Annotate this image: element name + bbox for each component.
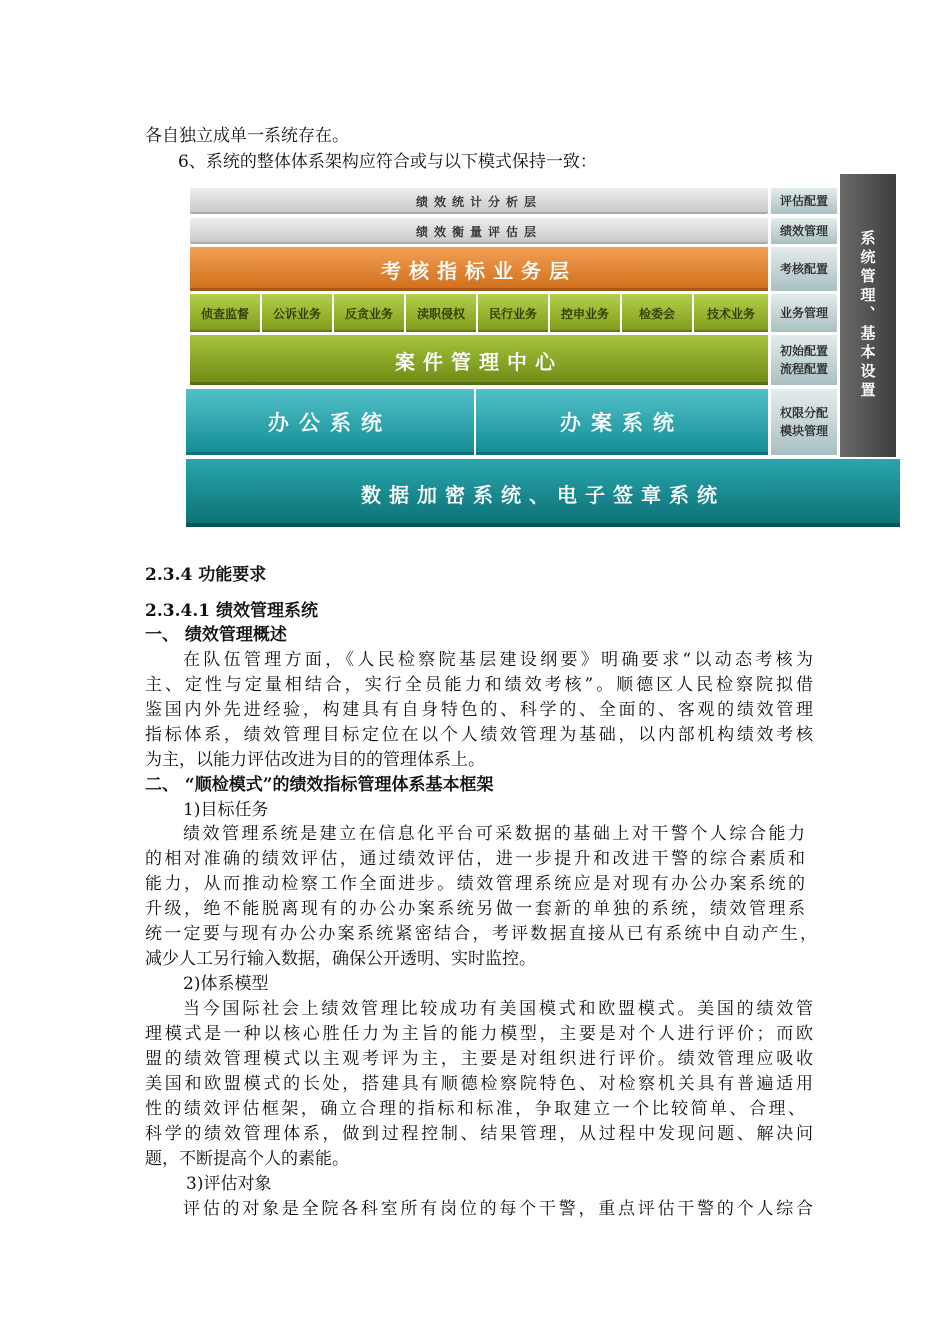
cfg-biz: 业务管理 — [771, 294, 837, 332]
cfg-kpi: 考核配置 — [771, 247, 837, 291]
paragraph-line: 在队伍管理方面，《人民检察院基层建设纲要》明确要求“以动态考核为 — [183, 650, 813, 670]
heading-2-3-4: 2.3.4 功能要求 — [145, 565, 267, 585]
biz-item: 技术业务 — [694, 294, 768, 332]
paragraph-line: 科学的绩效管理体系，做到过程控制、结果管理，从过程中发现问题、解决问 — [145, 1124, 813, 1144]
paragraph-line: 升级，绝不能脱离现有的办公办案系统另做一套新的单独的系统，绩效管理系 — [145, 899, 805, 919]
paragraph-line: 主、定性与定量相结合，实行全员能力和绩效考核”。顺德区人民检察院拟借 — [145, 675, 813, 695]
paragraph-line: 统一定要与现有办公办案系统紧密结合，考评数据直接从已有系统中自动产生， — [145, 924, 817, 944]
text-line: 6、系统的整体体系架构应符合或与以下模式保持一致： — [178, 152, 597, 172]
architecture-diagram — [186, 172, 900, 528]
cfg-perm-module — [771, 389, 837, 455]
system-management-column: 系统管理、基本设置 — [840, 174, 896, 457]
biz-item: 侦查监督 — [190, 294, 260, 332]
paragraph-line: 鉴国内外先进经验，构建具有自身特色的、科学的、全面的、客观的绩效管理 — [145, 700, 813, 720]
paragraph-line: 当今国际社会上绩效管理比较成功有美国模式和欧盟模式。美国的绩效管 — [183, 999, 813, 1019]
measure-layer: 绩效衡量评估层 — [190, 218, 768, 244]
cfg-init: 初始配置 — [779, 344, 828, 358]
paragraph-line: 指标体系，绩效管理目标定位在以个人绩效管理为基础，以内部机构绩效考核 — [145, 725, 813, 745]
case-system: 办案系统 — [476, 389, 768, 455]
case-center: 案件管理中心 — [190, 335, 768, 385]
text-line: 各自独立成单一系统存在。 — [145, 126, 349, 146]
paragraph-line: 绩效管理系统是建立在信息化平台可采数据的基础上对干警个人综合能力 — [183, 824, 805, 844]
paragraph-line: 的相对准确的绩效评估，通过绩效评估，进一步提升和改进干警的综合素质和 — [145, 849, 805, 869]
kpi-layer: 考核指标业务层 — [190, 247, 768, 291]
item-title: 1)目标任务 — [183, 800, 269, 820]
cfg-module: 模块管理 — [779, 424, 828, 438]
paragraph-line: 理模式是一种以核心胜任力为主旨的能力模型，主要是对个人进行评价；而欧 — [145, 1024, 813, 1044]
biz-item: 反贪业务 — [334, 294, 404, 332]
section-two-title: 二、 “顺检模式”的绩效指标管理体系基本框架 — [145, 775, 494, 795]
paragraph-line: 盟的绩效管理模式以主观考评为主，主要是对组织进行评价。绩效管理应吸收 — [145, 1049, 813, 1069]
office-system: 办公系统 — [186, 389, 474, 455]
item-title: 3)评估对象 — [186, 1174, 272, 1194]
heading-2-3-4-1: 2.3.4.1 绩效管理系统 — [145, 601, 318, 621]
paragraph-line: 能力，从而推动检察工作全面进步。绩效管理系统应是对现有办公办案系统的 — [145, 874, 805, 894]
stats-layer: 绩效统计分析层 — [190, 188, 768, 214]
biz-item: 控申业务 — [550, 294, 620, 332]
biz-item: 检委会 — [622, 294, 692, 332]
cfg-eval: 评估配置 — [771, 188, 837, 214]
biz-item: 渎职侵权 — [406, 294, 476, 332]
paragraph-line: 为主，以能力评估改进为目的的管理体系上。 — [145, 750, 485, 770]
paragraph-line: 美国和欧盟模式的长处，搭建具有顺德检察院特色、对检察机关具有普遍适用 — [145, 1074, 813, 1094]
paragraph-line: 评估的对象是全院各科室所有岗位的每个干警，重点评估干警的个人综合 — [183, 1199, 813, 1219]
paragraph-line: 性的绩效评估框架，确立合理的指标和标准，争取建立一个比较简单、合理、 — [145, 1099, 805, 1119]
paragraph-line: 减少人工另行输入数据，确保公开透明、实时监控。 — [145, 949, 536, 969]
item-title: 2)体系模型 — [183, 974, 269, 994]
section-one-title: 一、 绩效管理概述 — [145, 625, 287, 645]
cfg-init-flow — [771, 335, 837, 385]
biz-item: 民行业务 — [478, 294, 548, 332]
biz-item: 公诉业务 — [262, 294, 332, 332]
paragraph-line: 题，不断提高个人的素能。 — [145, 1149, 349, 1169]
cfg-flow: 流程配置 — [779, 362, 828, 376]
cfg-perm: 权限分配 — [779, 406, 828, 420]
cfg-perf: 绩效管理 — [771, 218, 837, 244]
crypto-layer: 数据加密系统、电子签章系统 — [186, 459, 900, 527]
